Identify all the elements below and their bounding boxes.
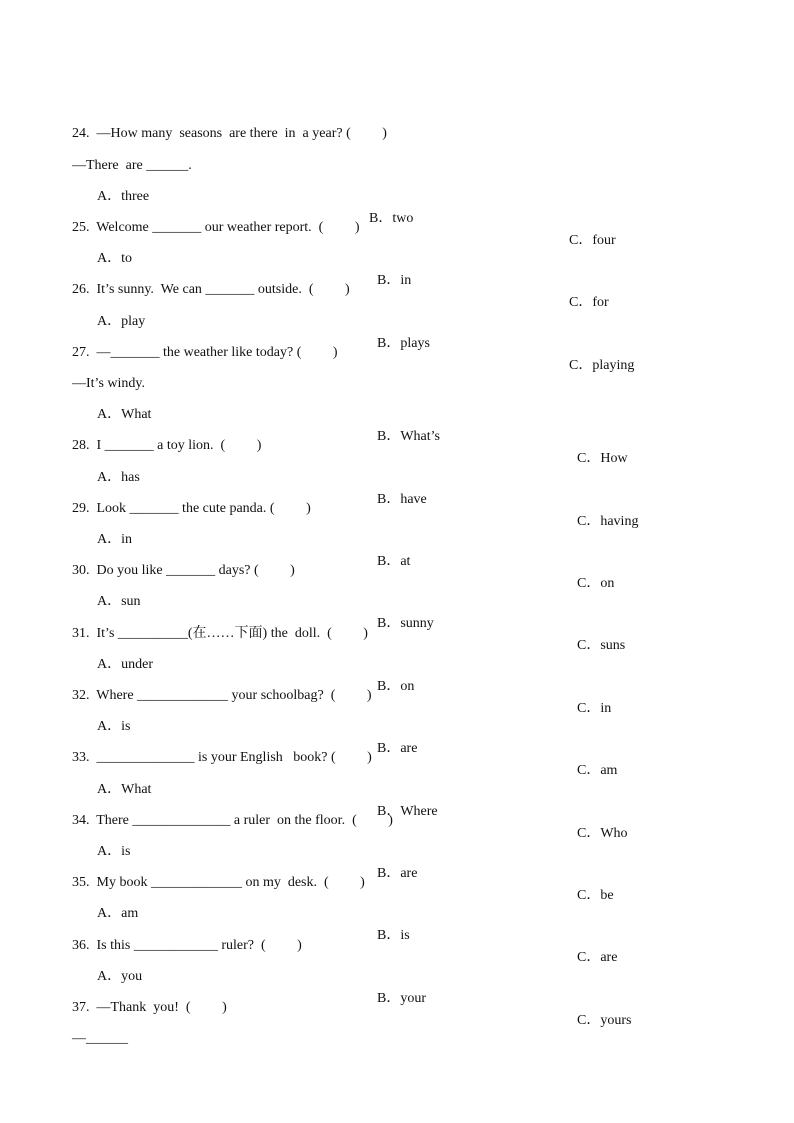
option-a[interactable]: A．is <box>97 719 131 734</box>
option-a[interactable]: A．am <box>97 906 139 921</box>
option-a[interactable]: A．What <box>97 782 152 797</box>
question-stem: 30. Do you like _______ days? ( ) <box>72 563 295 578</box>
question-stem: 33. ______________ is your English book? ( ) <box>72 750 372 765</box>
option-c[interactable]: C．suns <box>577 638 626 653</box>
question-24-response-line <box>0 133 794 173</box>
option-b[interactable]: B．at <box>377 554 411 569</box>
option-a[interactable]: A．in <box>97 532 132 547</box>
option-a[interactable]: A．you <box>97 969 143 984</box>
option-b[interactable]: B．sunny <box>377 616 434 631</box>
question-37-response-line <box>0 1006 794 1046</box>
option-c[interactable]: C．am <box>577 763 618 778</box>
question-stem: 26. It’s sunny. We can _______ outside. ( ) <box>72 282 350 297</box>
option-b[interactable]: B．are <box>377 866 418 881</box>
question-stem: 37. —Thank you! ( ) <box>72 1000 227 1015</box>
option-b[interactable]: B．in <box>377 273 412 288</box>
question-27-response-line <box>0 351 794 391</box>
option-a[interactable]: A．sun <box>97 594 141 609</box>
option-a[interactable]: A．What <box>97 407 152 422</box>
option-c[interactable]: C．playing <box>569 358 635 373</box>
option-c[interactable]: C．How <box>577 451 628 466</box>
question-stem: 28. I _______ a toy lion. ( ) <box>72 438 262 453</box>
option-c[interactable]: C．on <box>577 576 615 591</box>
option-b[interactable]: B．your <box>377 991 426 1006</box>
option-c[interactable]: C．for <box>569 295 609 310</box>
response-line: —______ <box>72 1031 128 1046</box>
option-c[interactable]: C．be <box>577 888 614 903</box>
option-b[interactable]: B．Where <box>377 804 438 819</box>
option-b[interactable]: B．What’s <box>377 429 440 444</box>
option-c[interactable]: C．having <box>577 514 639 529</box>
question-stem: 32. Where _____________ your schoolbag? ( ) <box>72 688 372 703</box>
question-stem: 24. —How many seasons are there in a year? ( ) <box>72 126 387 141</box>
question-stem: 34. There ______________ a ruler on the floor. ( ) <box>72 813 393 828</box>
option-b[interactable]: B．are <box>377 741 418 756</box>
question-stem: 31. It’s __________(在……下面) the doll. ( ) <box>72 626 368 641</box>
question-stem: 29. Look _______ the cute panda. ( ) <box>72 501 311 516</box>
question-stem: 25. Welcome _______ our weather report. ( ) <box>72 220 360 235</box>
option-c[interactable]: C．in <box>577 701 612 716</box>
response-line: —There are ______. <box>72 158 192 173</box>
option-a[interactable]: A．play <box>97 314 146 329</box>
question-24 <box>0 101 794 141</box>
question-stem: 27. —_______ the weather like today? ( ) <box>72 345 338 360</box>
option-c[interactable]: C．Who <box>577 826 628 841</box>
option-b[interactable]: B．two <box>369 211 414 226</box>
option-a[interactable]: A．to <box>97 251 132 266</box>
option-b[interactable]: B．on <box>377 679 415 694</box>
option-c[interactable]: C．yours <box>577 1013 632 1028</box>
option-c[interactable]: C．four <box>569 233 616 248</box>
option-a[interactable]: A．under <box>97 657 153 672</box>
question-stem: 35. My book _____________ on my desk. ( ) <box>72 875 365 890</box>
option-b[interactable]: B．have <box>377 492 427 507</box>
response-line: —It’s windy. <box>72 376 145 391</box>
question-stem: 36. Is this ____________ ruler? ( ) <box>72 938 302 953</box>
option-a[interactable]: A．has <box>97 470 140 485</box>
option-b[interactable]: B．is <box>377 928 410 943</box>
option-a[interactable]: A．three <box>97 189 150 204</box>
option-a[interactable]: A．is <box>97 844 131 859</box>
option-c[interactable]: C．are <box>577 950 618 965</box>
option-b[interactable]: B．plays <box>377 336 430 351</box>
